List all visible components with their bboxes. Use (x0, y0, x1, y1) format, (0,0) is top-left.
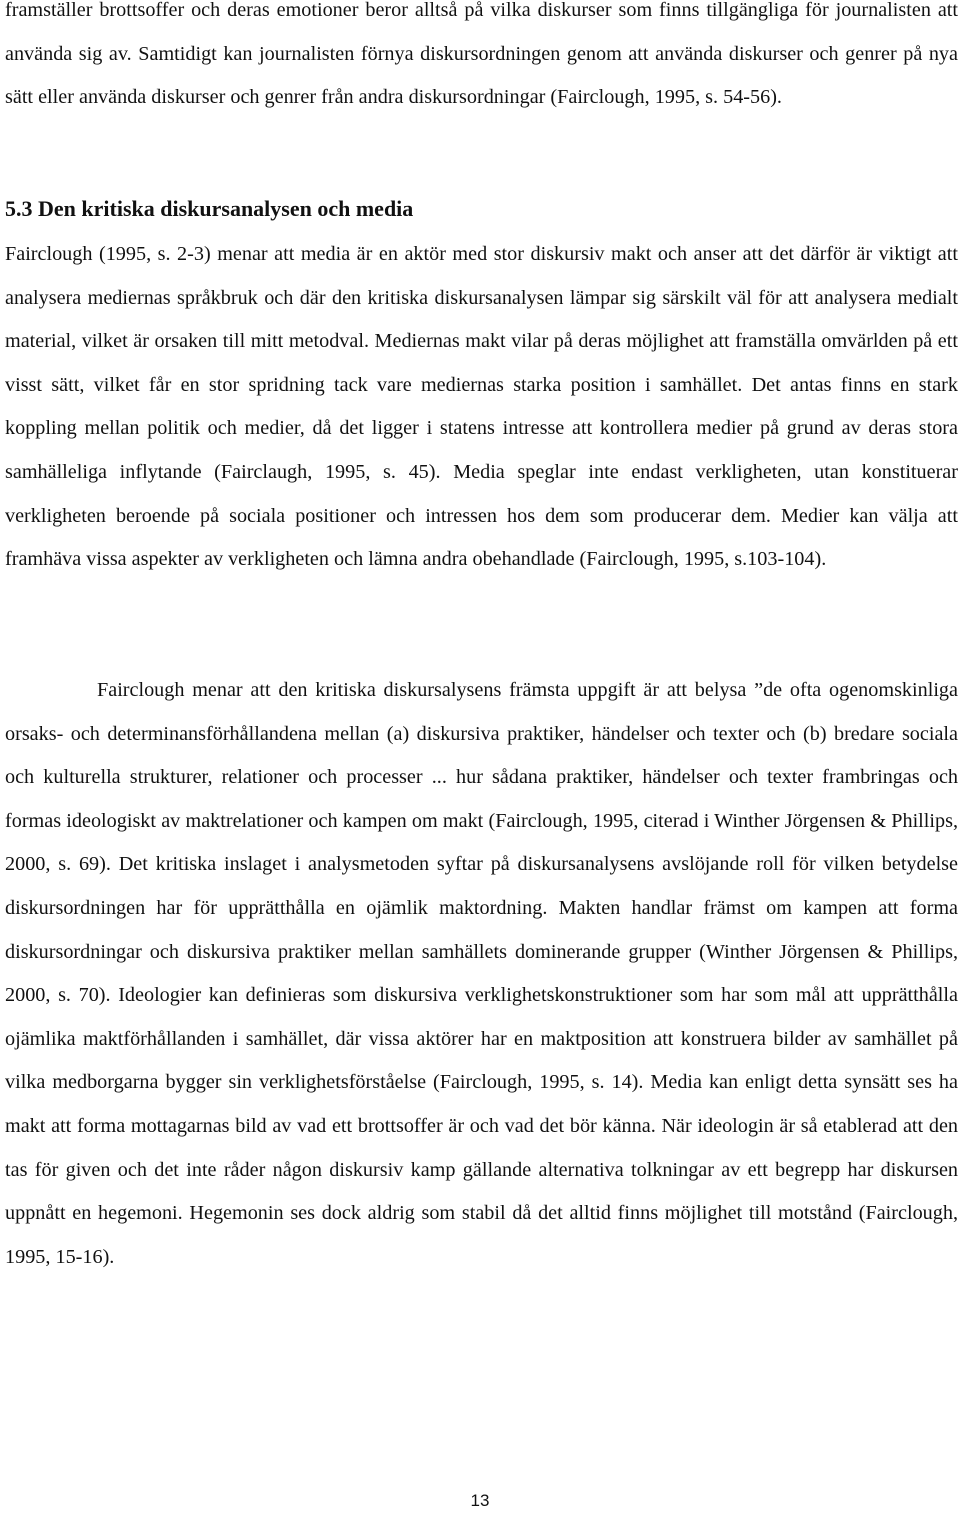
intro-paragraph: framställer brottsoffer och deras emotioner beror alltså på vilka diskurser som finns tillgängliga för journalisten att använda sig av. Samtidigt kan journalisten förnya diskursordningen genom att använda diskurser och genrer på nya sätt eller använda diskurser och genrer från andra diskursordningar (Fairclough, 1995, s. 54-56). (5, 0, 958, 109)
page-number: 13 (470, 1491, 490, 1510)
body-paragraph-1: Fairclough (1995, s. 2-3) menar att media är en aktör med stor diskursiv makt och anser att det därför är viktigt att analysera mediernas språkbruk och där den kritiska diskursanalysen lämpar sig särskilt väl för att analysera medialt material, vilket är orsaken till mitt metodval. Mediernas makt vilar på deras möjlighet att framställa omvärlden på ett visst sätt, vilket får en stor spridning tack vare mediernas starka position i samhället. Det antas finns en stark koppling mellan politik och medier, då det ligger i statens intresse att kontrollera medier på grund av deras stora samhälleliga inflytande (Fairclaugh, 1995, s. 45). Media speglar inte endast verkligheten, utan konstituerar verkligheten beroende på sociala positioner och intressen hos dem som producerar dem. Medier kan välja att framhäva vissa aspekter av verkligheten och lämna andra obehandlade (Fairclough, 1995, s.103-104). (5, 243, 958, 571)
body-paragraph-2-text: Fairclough menar att den kritiska diskursalysens främsta uppgift är att belysa ”de ofta ogenomskinliga orsaks- och determinansförhållandena mellan (a) diskursiva praktiker, händelser och texter och (b) bredare sociala och kulturella strukturer, relationer och processer ... hur sådana praktiker, händelser och texter frambringas och formas ideologiskt av maktrelationer och kampen om makt (Fairclough, 1995, citerad i Winther Jörgensen & Phillips, 2000, s. 69). Det kritiska inslaget i analysmetoden syftar på diskursanalysens avslöjande roll för vilken betydelse diskursordningen har för upprätthålla en ojämlik maktordning. Makten handlar främst om kampen att forma diskursordningar och diskursiva praktiker mellan samhällets dominerande grupper (Winther Jörgensen & Phillips, 2000, s. 70). Ideologier kan definieras som diskursiva verklighetskonstruktioner som har som mål att upprätthålla ojämlika maktförhållanden i samhället, där vissa aktörer har en maktposition att konstruera bilder av samhället på vilka medborgarna bygger sin verklighetsförståelse (Fairclough, 1995, s. 14). Media kan enligt detta synsätt ses ha makt att forma mottagarnas bild av vad ett brottsoffer är och vad det bör känna. När ideologin är så etablerad att den tas för given och det inte råder någon diskursiv kamp gällande alternativa tolkningar av ett begrepp har diskursen uppnått en hegemoni. Hegemonin ses dock aldrig som stabil då det alltid finns möjlighet till motstånd (Fairclough, 1995, 15-16). (5, 679, 958, 1268)
section-heading: 5.3 Den kritiska diskursanalysen och media (5, 196, 414, 221)
body-paragraph-2 (5, 669, 958, 1279)
